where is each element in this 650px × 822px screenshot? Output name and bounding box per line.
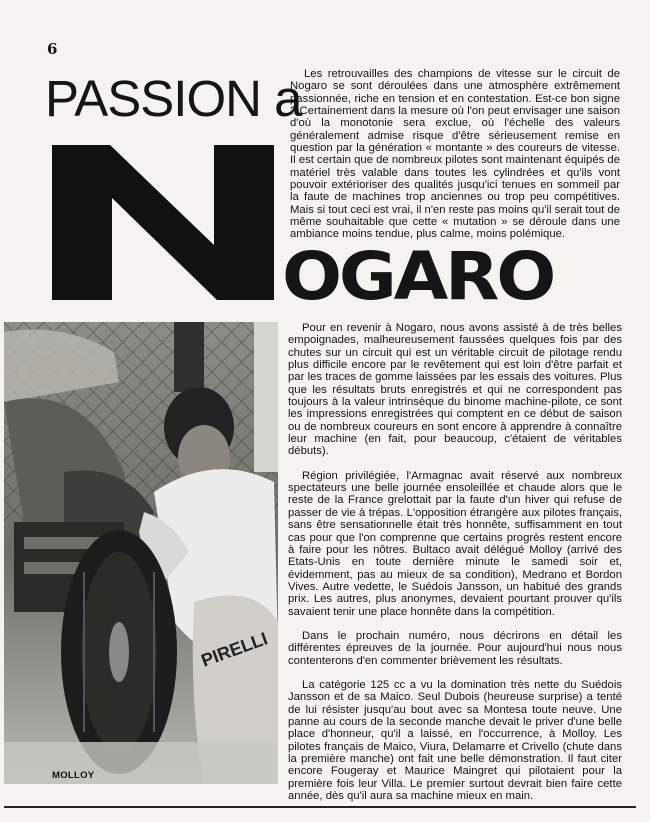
intro-paragraph: Les retrouvailles des champions de vitesse sur le circuit de Nogaro se sont déroulées dans une atmosphère extrêmement passionnée, riche en tension et en contestation. Est-ce bon signe ? Certainement dans la mesure où l'on peut envisager une saison d'où la monotonie sera exclue, où l'échelle des valeurs généralement admise risque d'être sérieusement remise en question par la génération « montante » des coureurs de vitesse. Il est certain que de nombreux pilotes sont maintenant équipés de matériel très valable dans toutes les cylindrées et qu'ils vont pouvoir extérioriser des qualités jusqu'ici tenues en sommeil par la faute de machines trop anciennes ou trop peu compétitives. Mais si tout ceci est vrai, il n'en reste pas moins qu'il serait tout de même souhaitable que cette « mutation » se déroule dans une ambiance moins tendue, plus calme, moins polémique. [290, 68, 620, 241]
body-column [288, 322, 622, 802]
photo-molloy [4, 322, 278, 784]
body-paragraph: Dans le prochain numéro, nous décrirons en détail les différentes épreuves de la journée. Pour aujourd'hui nous nous contenterons d'en commenter brièvement les résultats. [288, 629, 622, 667]
intro-column [290, 68, 620, 241]
photo-caption: MOLLOY [52, 770, 95, 781]
bottom-rule [4, 806, 636, 808]
title-ogaro: OGARO [282, 238, 554, 315]
jersey-text: PIRELLI [198, 628, 271, 671]
title-passion: PASSION a [45, 70, 302, 127]
title-big-letter-n [52, 145, 274, 300]
body-paragraph: Région privilégiée, l'Armagnac avait réservé aux nombreux spectateurs une belle journée ensoleillée et chaude alors que le reste de la France grelottait par la faute d'un hiver qui refuse de passer de vie à trépas. L'opposition étrangère aux pilotes français, sans être sensationnelle était très honnête, suffisamment en tout cas pour que l'on comprenne que certains progrès restent encore à faire pour les nôtres. Bultaco avait délégué Molloy (arrivé des Etats-Unis en toute dernière minute le samedi soir et, évidemment, pas au mieux de sa condition), Medrano et Bordon Vives. Autre vedette, le Suédois Jansson, un habitué des grands prix. Les autres, plus anonymes, devaient pourtant prouver qu'ils savaient tenir une place honnête dans la compétition. [288, 469, 622, 618]
page-number: 6 [47, 40, 58, 58]
body-paragraph: La catégorie 125 cc a vu la domination très nette du Suédois Jansson et de sa Maico. Seul Dubois (heureuse surprise) a tenté de lui résister jusqu'au bout avec sa Montesa toute neuve. Une panne au cours de la seconde manche devait le priver d'une belle place d'honneur, qu'il a laissé, en l'occurrence, à Molloy. Les pilotes français de Maico, Viura, Delamarre et Crivello (chute dans la première manche) ont fait une belle démonstration. Il faut citer encore Fougeray et Maurice Maingret qui pilotaient pour la première fois leur Villa. Le premier surtout devrait bien faire cette année, dès qu'il aura sa machine mieux en main. [288, 678, 622, 803]
body-paragraph: Pour en revenir à Nogaro, nous avons assisté à de très belles empoignades, malheureusement faussées quelques fois par des chutes sur un circuit qui est un véritable circuit de pilotage rendu plus difficile encore par le revêtement qui est loin d'être parfait et par les traces de gomme laissées par les essais des voitures. Plus que les résultats bruts enregistrés et qui ne correspondent pas toujours à la valeur intrinsèque du binome machine-pilote, ce sont les impressions enregistrées qui comptent en ce début de saison ou de nombreux coureurs en sont encore à apprendre à connaître leur machine (en fait, pour beaucoup, c'étaient de véritables débuts). [288, 322, 622, 458]
